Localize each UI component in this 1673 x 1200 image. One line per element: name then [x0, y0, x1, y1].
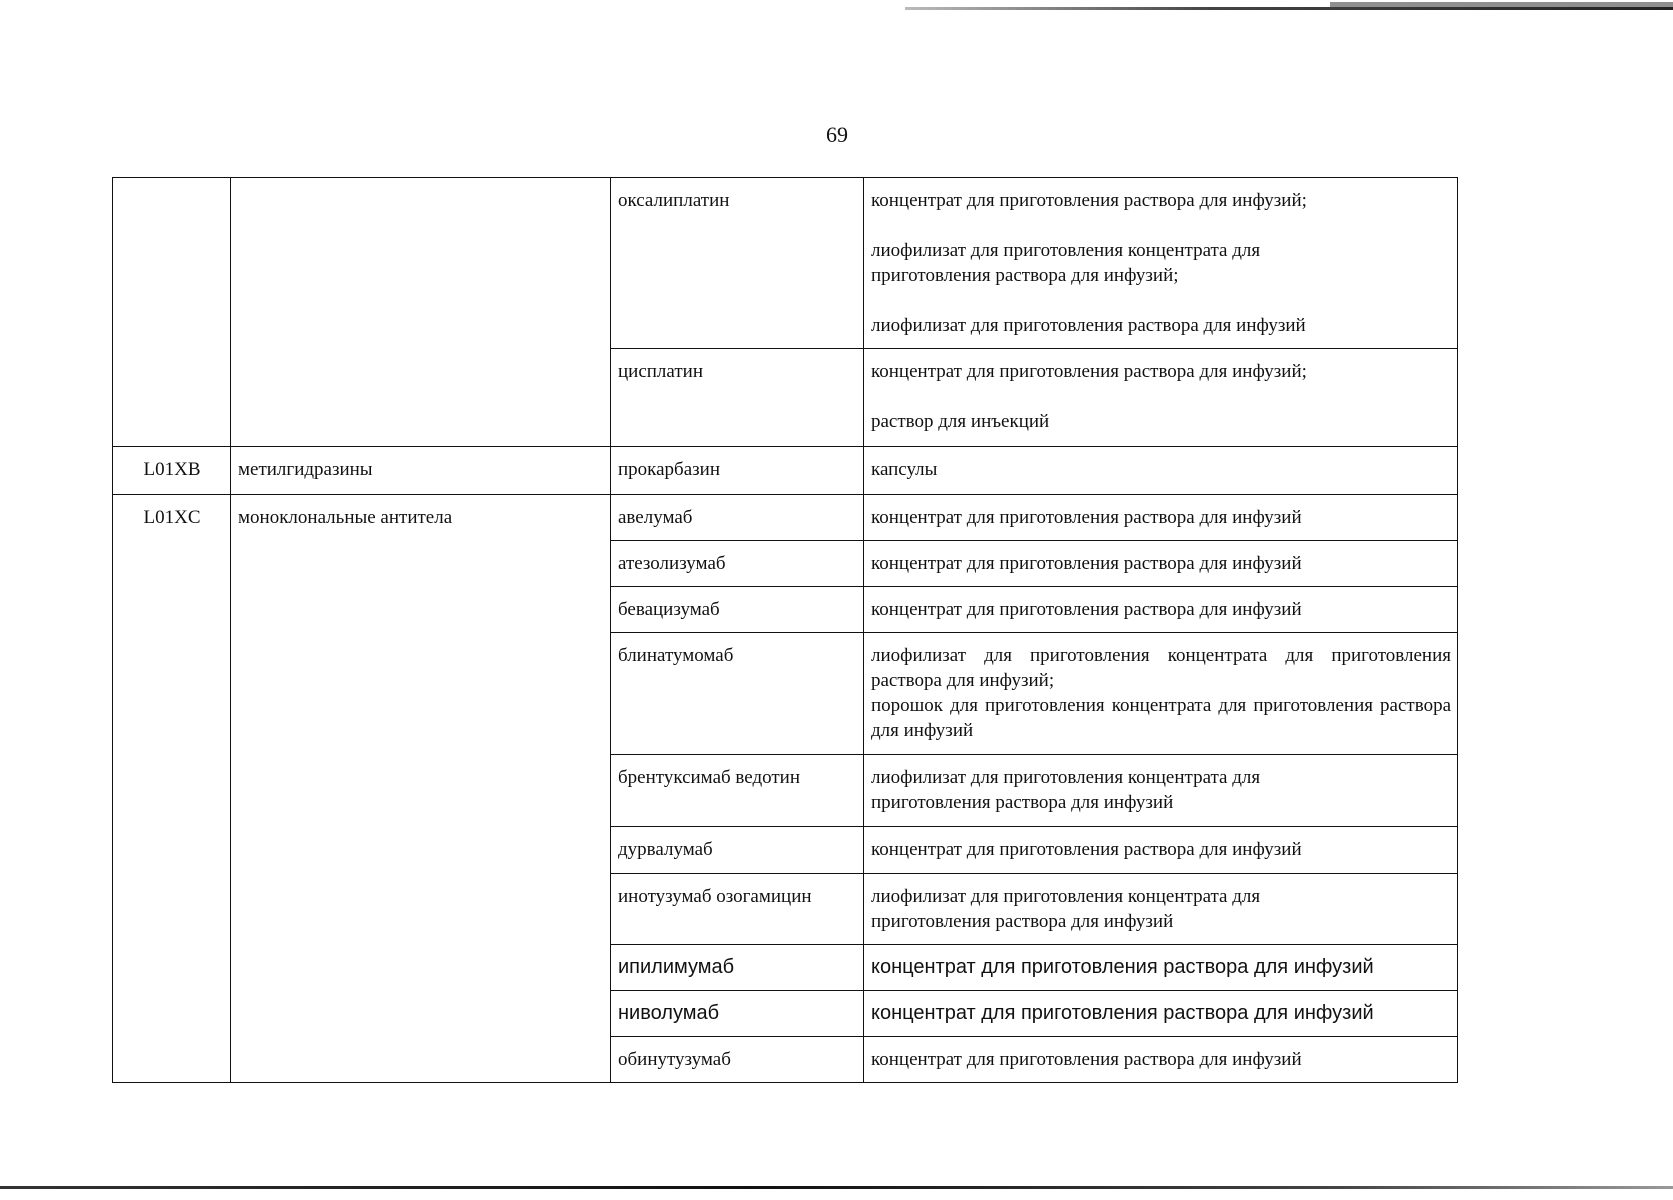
drug-name-cell [611, 541, 864, 587]
dosage-form: лиофилизат для приготовления концентрата для приготовления раствора для инфузий [871, 767, 1261, 813]
drug-name: оксалиплатин [618, 190, 730, 211]
atc-code-cell [113, 447, 231, 495]
drug-name-cell [611, 447, 864, 495]
atc-code-cell [113, 495, 231, 1083]
drug-name: цисплатин [618, 361, 703, 382]
dosage-form-cell [864, 447, 1458, 495]
dosage-form-cell [864, 633, 1458, 755]
drug-name-cell [611, 874, 864, 945]
dosage-form: лиофилизат для приготовления концентрата для приготовления раствора для инфузий; [871, 645, 1451, 691]
drug-name-cell [611, 587, 864, 633]
table-row [113, 447, 1458, 495]
dosage-form-cell [864, 1037, 1458, 1083]
drug-name-cell [611, 991, 864, 1037]
drug-name-cell [611, 827, 864, 874]
dosage-form: лиофилизат для приготовления раствора для инфузий [871, 315, 1306, 336]
drug-name: ниволумаб [618, 1002, 720, 1024]
dosage-form: концентрат для приготовления раствора для инфузий [871, 839, 1302, 860]
dosage-form: концентрат для приготовления раствора для инфузий [871, 553, 1302, 574]
dosage-form-cell [864, 991, 1458, 1037]
dosage-form: концентрат для приготовления раствора для инфузий [871, 1049, 1302, 1070]
dosage-form: концентрат для приготовления раствора для инфузий [871, 599, 1302, 620]
scan-edge-bottom [0, 1186, 1673, 1189]
dosage-form: концентрат для приготовления раствора для инфузий [871, 956, 1374, 978]
group-cell [231, 495, 611, 1083]
drug-name: инотузумаб озогамицин [618, 886, 812, 907]
drug-name-cell [611, 178, 864, 349]
dosage-form: капсулы [871, 459, 938, 480]
drug-name-cell [611, 633, 864, 755]
dosage-form-cell [864, 755, 1458, 827]
scan-edge-top [905, 7, 1673, 10]
dosage-form-cell [864, 945, 1458, 991]
atc-code: L01XC [143, 507, 201, 528]
dosage-form-cell [864, 495, 1458, 541]
drug-name-cell [611, 755, 864, 827]
drug-name: брентуксимаб ведотин [618, 767, 801, 788]
page-number: 69 [826, 122, 848, 147]
group-name: моноклональные антитела [238, 507, 453, 528]
drug-name: бевацизумаб [618, 599, 720, 620]
dosage-form-cell [864, 349, 1458, 447]
drug-name-cell [611, 1037, 864, 1083]
drug-name: блинатумомаб [618, 645, 734, 666]
group-name: метилгидразины [238, 459, 373, 480]
dosage-form: раствор для инъекций [871, 411, 1050, 432]
group-cell [231, 447, 611, 495]
dosage-form-cell [864, 178, 1458, 349]
dosage-form-cell [864, 587, 1458, 633]
drug-name: ипилимумаб [618, 956, 735, 978]
dosage-form: концентрат для приготовления раствора для инфузий; [871, 361, 1307, 382]
drug-table [112, 177, 1458, 1083]
drug-name-cell [611, 945, 864, 991]
dosage-form: концентрат для приготовления раствора для инфузий [871, 507, 1302, 528]
dosage-form-cell [864, 541, 1458, 587]
drug-name-cell [611, 495, 864, 541]
atc-code: L01XB [143, 459, 201, 480]
drug-name: атезолизумаб [618, 553, 726, 574]
code-cell-empty [113, 178, 231, 447]
drug-name: прокарбазин [618, 459, 720, 480]
dosage-form: порошок для приготовления концентрата для приготовления раствора для инфузий [871, 695, 1451, 741]
dosage-form: концентрат для приготовления раствора для инфузий [871, 1002, 1374, 1024]
group-cell-empty [231, 178, 611, 447]
scan-edge-top-dark [1330, 2, 1673, 7]
dosage-form-cell [864, 874, 1458, 945]
dosage-form: концентрат для приготовления раствора для инфузий; [871, 190, 1307, 211]
dosage-form: лиофилизат для приготовления концентрата для приготовления раствора для инфузий [871, 886, 1261, 932]
drug-name: дурвалумаб [618, 839, 713, 860]
table-row [113, 178, 1458, 349]
drug-name: обинутузумаб [618, 1049, 731, 1070]
dosage-form-cell [864, 827, 1458, 874]
drug-name: авелумаб [618, 507, 693, 528]
dosage-form: лиофилизат для приготовления концентрата для приготовления раствора для инфузий; [871, 240, 1261, 286]
table-row [113, 495, 1458, 541]
drug-name-cell [611, 349, 864, 447]
